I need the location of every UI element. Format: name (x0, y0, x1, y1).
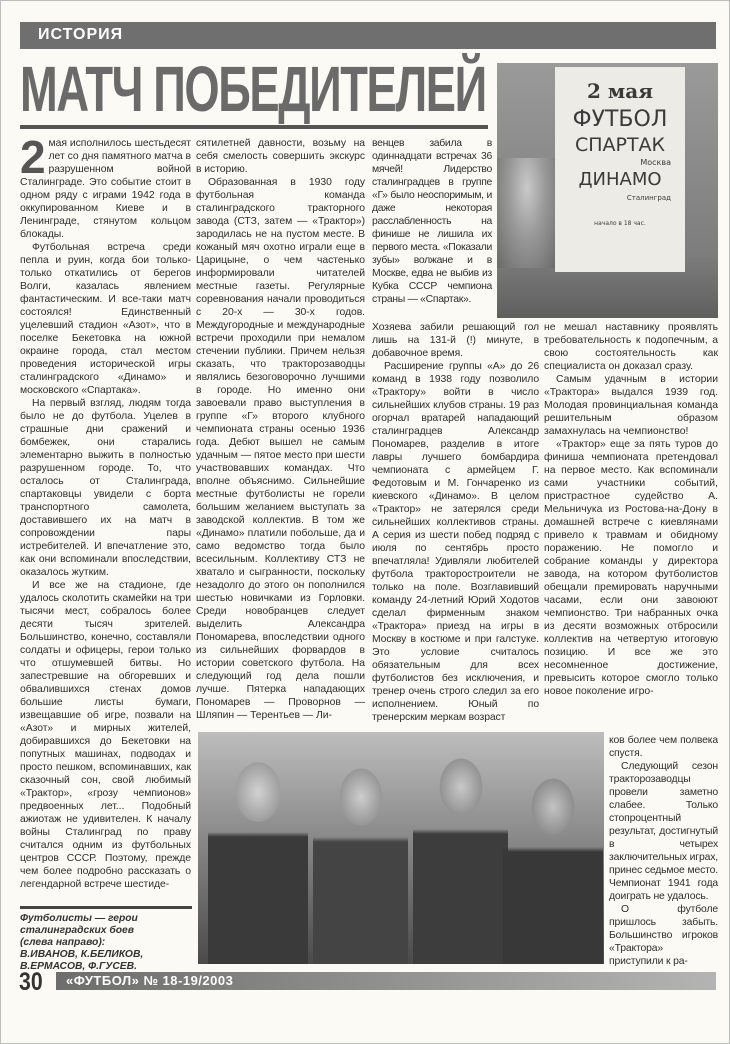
paragraph: Расширение группы «А» до 26 команд в 1938 году позволило «Трактору» войти в число сильнейших клубов страны. 19 раз огорчал вратарей нападающий сталинградцев Александр Пономарев, разделив в итоге лавры лучшего бомбардира чемпионата с армейцем Г. Федотовым и М. Гончаренко из киевского «Динамо». В целом «Трактор» не затерялся среди сильнейших коллективов страны. А серия из шести побед подряд с июля по сентябрь просто впечатляла! Удивляли любителей футбола тракторостроители не только на поле. Возглавивший команду 24-летний Юрий Ходотов сделал фирменным знаком «Трактора» приезд на игры в Москву в костюме и при галстуке. Это условие считалось обязательным для всех футболистов без исключения, и тренер очень строго следил за его исполнением. Юный по тренерским меркам возраст (372, 361, 539, 723)
article-title: МАТЧ ПОБЕДИТЕЛЕЙ (20, 53, 486, 125)
title-rule (20, 125, 488, 129)
column-3-top (372, 137, 492, 306)
caption-line: (слева направо): (20, 937, 106, 948)
rubric-bar (20, 22, 716, 49)
match-poster (555, 67, 685, 272)
poster-football: ФУТБОЛ (572, 107, 668, 132)
caption-line: сталинградских боев (20, 925, 134, 936)
players-photo (198, 732, 604, 964)
rubric-label: ИСТОРИЯ (38, 26, 124, 43)
poster-spartak: СПАРТАК (574, 134, 666, 156)
paragraph: Футбольная встреча среди пепла и руин, когда бои только-только откатились от берегов Волги, казалась явлением фантастическим. И все-таки матч состоялся! Единственный уцелевший стадион «Азот», что в поселке Бекетовка на южной окраине города, стал местом проведения исторической игры сталинградского «Динамо» и московского «Спартака». (20, 242, 191, 396)
paragraph (20, 131, 191, 241)
paragraph: Самым удачным в истории «Трактора» выдался 1939 год. Молодая провинциальная команда решительным образом замахнулась на чемпионство! (544, 374, 718, 437)
poster-dinamo: ДИНАМО (578, 169, 662, 190)
paragraph: И все же на стадионе, где удалось сколотить скамейки на три тысячи мест, собралось более десяти тысяч зрителей. Большинство, конечно, составляли солдаты и офицеры, герои только что отшумевшей битвы. Но запестревшие на обгоревших и обвалившихся стенах домов большие листы бумаги, извещавшие об игре, позвали на «Азот» и мирных жителей, добиравшихся до Бекетовки на попутных машинах, подводах и просто пешком, вспоминавших, как сказочный сон, свой любимый «Трактор», «грозу чемпионов» предвоенных лет... Подобный ажиотаж не удивителен. К началу войны Сталинград по праву считался одним из футбольных центров СССР. Поэтому, прежде чем более подробно рассказать о легендарной встрече шестиде- (20, 580, 191, 890)
column-1 (20, 131, 191, 891)
column-4-bottom (609, 734, 718, 968)
drop-cap: 2 (20, 131, 46, 183)
issue-label: «ФУТБОЛ» № 18-19/2003 (66, 973, 234, 988)
column-2 (196, 137, 365, 722)
paragraph: Следующий сезон тракторозаводцы провели заметно слабее. Только стопроцентный результат, достигнутый в четырех заключительных играх, принес седьмое место. Чемпионат 1941 года доиграть не удалось. (609, 761, 718, 902)
paragraph: На первый взгляд, людям тогда было не до футбола. Уцелев в страшные дни сражений и бомбежек, они старались элементарно выжить в полностью разрушенном городе. То, что осталось от Сталинграда, спартаковцы увидели с борта транспортного самолета, доставившего их на матч в сопровождении пары истребителей. И впечатление это, как они вспоминали впоследствии, оказалось жутким. (20, 398, 191, 578)
man-figure (497, 158, 557, 268)
page-number: 30 (19, 968, 43, 996)
player-gusev (503, 747, 603, 964)
footer-bar (56, 972, 716, 990)
poster-stalingrad: Сталинград (626, 194, 671, 202)
column-3-bottom (372, 321, 539, 724)
photo-caption (20, 906, 192, 973)
caption-line: В.ЕРМАСОВ, Ф.ГУСЕВ. (20, 961, 137, 972)
paragraph: Хозяева забили решающий гол лишь на 131-й (!) минуте, в добавочное время. (372, 322, 539, 359)
player-ivanov (208, 742, 308, 964)
poster-date: 2 мая (587, 79, 653, 103)
player-belikov (313, 742, 408, 964)
paragraph: О футболе пришлось забыть. Большинство игроков «Трактора» приступили к ра- (609, 904, 718, 967)
caption-line: Футболисты — герои (20, 913, 138, 924)
paragraph: не мешал наставнику проявлять требовательность к подопечным, а свою состоятельность как специалиста он доказал сразу. (544, 322, 718, 372)
poster-time: начало в 18 час. (594, 220, 646, 227)
paragraph: ков более чем полвека спустя. (609, 735, 718, 759)
caption-line: В.ИВАНОВ, К.БЕЛИКОВ, (20, 949, 144, 960)
paragraph-text: мая исполнилось шестьдесят лет со дня памятного матча в разрушенном войной Сталинграде. Это событие стоит в одном ряду с играми 1942 года в оккупированном Киеве и в Ленинграде, стянутом кольцом блокады. (20, 138, 191, 240)
paragraph: Образованная в 1930 году футбольная команда сталинградского тракторного завода (СТЗ, затем — «Трактор») зародилась не на пустом месте. В кожаный мяч охотно играли еще в Царицыне, о чем частенько информировали читателей местные газеты. Регулярные соревнования начали проводиться с 20-х — 30-х годов. Междугородные и международные встречи проходили при немалом стечении публики. Причем нельзя сказать, что тракторозаводцы являлись безоговорочно лучшими в городе. Но именно они завоевали право выступления в группе «Г» второго клубного чемпионата страны осенью 1936 года. Дебют вышел не самым удачным — пятое место при шести участвовавших командах. Что вполне объяснимо. Сильнейшие местные футболисты не горели большим желанием выступать за заводской коллектив. В том же «Динамо» платили побольше, да и само ведомство тогда было всесильным. Коллективу СТЗ не хватало и сыгранности, поскольку незадолго до этого он пополнился шестью новичками из Горловки. Среди новобранцев следует выделить Александра Пономарева, впоследствии одного из сильнейших форвардов в истории советского футбола. На следующий год дела пошли лучше. Пятерка нападающих Пономарев — Проворнов — Шляпин — Терентьев — Ли- (196, 177, 365, 721)
poster-moscow: Москва (640, 158, 671, 167)
paragraph: венцев забила в одиннадцати встречах 36 мячей! Лидерство сталинградцев в группе «Г» было неоспоримым, и даже некоторая расслабленность на финише не лишила их первого места. «Показали зубы» волжане и в Москве, едва не выбив из Кубка СССР чемпиона страны — «Спартак». (372, 138, 492, 305)
poster-photo (497, 63, 718, 318)
paragraph: сятилетней давности, возьму на себя смелость совершить экскурс в историю. (196, 138, 365, 175)
paragraph: «Трактор» еще за пять туров до финиша чемпионата претендовал на первое место. Как вспоминали сами участники событий, пристрастное судейство А. Мельничука из Ростова-на-Дону в домашней встрече с киевлянами привело к травмам и обидному поражению. Не помогло и собрание команды у директора завода, на котором футболистов обещали премировать наручными часами, если они завоюют чемпионство. Три набранных очка из десяти возможных отбросили коллектив на четвертую итоговую позицию. И все же это несомненное достижение, превысить которое смогло только новое поколение игро- (544, 439, 718, 697)
player-ermasov (413, 737, 508, 964)
column-4-top (544, 321, 718, 698)
